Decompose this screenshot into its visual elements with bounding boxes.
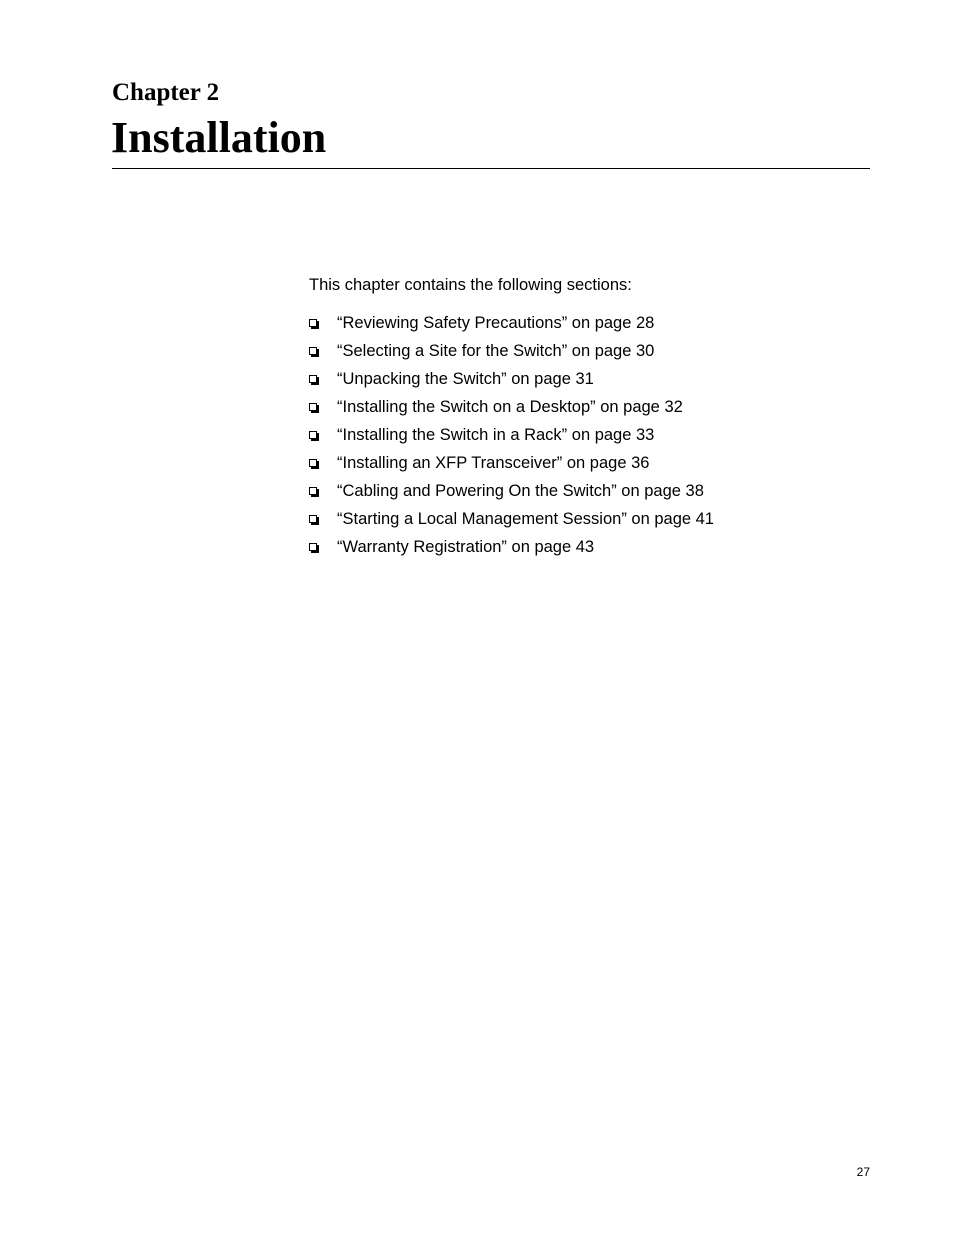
- section-link-text[interactable]: “Installing an XFP Transceiver” on page 36: [337, 454, 650, 472]
- checkbox-bullet-icon: [309, 431, 317, 439]
- title-divider: [112, 168, 870, 169]
- checkbox-bullet-icon: [309, 543, 317, 551]
- section-link-text[interactable]: “Starting a Local Management Session” on page 41: [337, 510, 714, 528]
- section-item-warranty[interactable]: [309, 537, 714, 565]
- intro-text: This chapter contains the following sections:: [309, 276, 632, 294]
- section-item-desktop-install[interactable]: [309, 397, 714, 425]
- checkbox-bullet-icon: [309, 459, 317, 467]
- section-link-text[interactable]: “Unpacking the Switch” on page 31: [337, 370, 594, 388]
- checkbox-bullet-icon: [309, 375, 317, 383]
- section-item-rack-install[interactable]: [309, 425, 714, 453]
- checkbox-bullet-icon: [309, 487, 317, 495]
- section-item-xfp-transceiver[interactable]: [309, 453, 714, 481]
- section-link-text[interactable]: “Selecting a Site for the Switch” on page 30: [337, 342, 655, 360]
- section-link-text[interactable]: “Installing the Switch on a Desktop” on page 32: [337, 398, 683, 416]
- chapter-label: Chapter 2: [112, 79, 220, 106]
- section-list: [309, 313, 714, 565]
- section-link-text[interactable]: “Reviewing Safety Precautions” on page 28: [337, 314, 655, 332]
- section-link-text[interactable]: “Cabling and Powering On the Switch” on page 38: [337, 482, 704, 500]
- section-item-local-management[interactable]: [309, 509, 714, 537]
- section-item-safety-precautions[interactable]: [309, 313, 714, 341]
- checkbox-bullet-icon: [309, 403, 317, 411]
- checkbox-bullet-icon: [309, 319, 317, 327]
- section-item-cabling-powering[interactable]: [309, 481, 714, 509]
- section-item-unpacking[interactable]: [309, 369, 714, 397]
- page-number: 27: [856, 1165, 870, 1179]
- checkbox-bullet-icon: [309, 515, 317, 523]
- section-item-selecting-site[interactable]: [309, 341, 714, 369]
- checkbox-bullet-icon: [309, 347, 317, 355]
- section-link-text[interactable]: “Installing the Switch in a Rack” on page 33: [337, 426, 655, 444]
- chapter-title: Installation: [111, 113, 327, 162]
- section-link-text[interactable]: “Warranty Registration” on page 43: [337, 538, 595, 556]
